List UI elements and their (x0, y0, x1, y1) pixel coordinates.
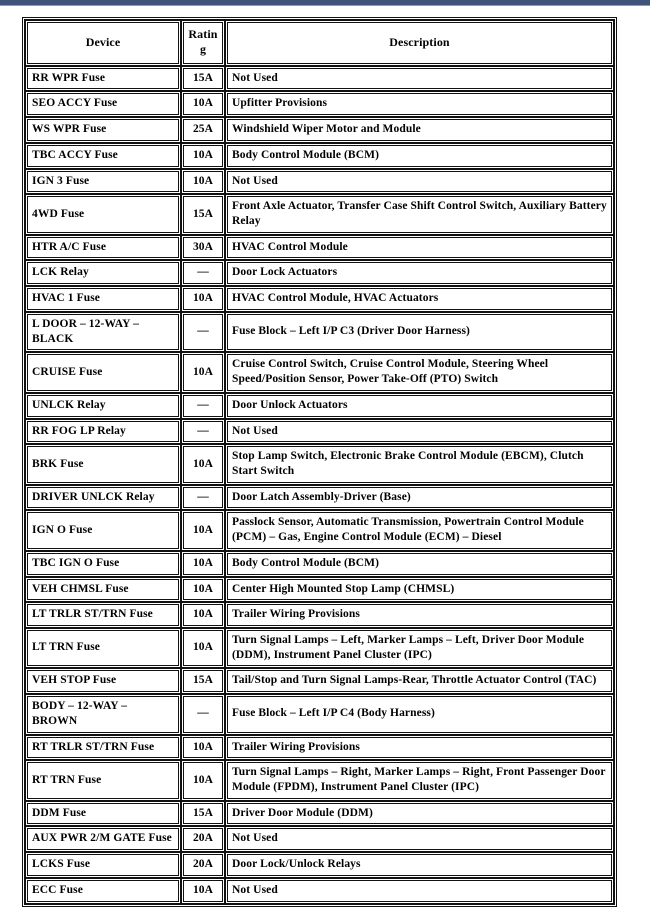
table-row (25, 694, 614, 734)
cell-description: Front Axle Actuator, Transfer Case Shift Control Switch, Auxiliary Battery Relay (225, 194, 614, 234)
cell-description: Door Lock/Unlock Relays (225, 852, 614, 878)
cell-description: Trailer Wiring Provisions (225, 602, 614, 628)
cell-rating: 20A (181, 826, 225, 852)
cell-device: RT TRLR ST/TRN Fuse (25, 735, 181, 761)
cell-device: ECC Fuse (25, 878, 181, 904)
cell-device: BODY – 12-WAY – BROWN (25, 694, 181, 734)
cell-rating: 15A (181, 66, 225, 92)
table-row (25, 485, 614, 511)
cell-rating: 10A (181, 169, 225, 195)
cell-rating: 10A (181, 628, 225, 668)
cell-description: Stop Lamp Switch, Electronic Brake Control Module (EBCM), Clutch Start Switch (225, 444, 614, 484)
cell-description: Not Used (225, 66, 614, 92)
cell-device: TBC ACCY Fuse (25, 143, 181, 169)
table-row (25, 602, 614, 628)
cell-device: RR FOG LP Relay (25, 419, 181, 445)
cell-description: HVAC Control Module, HVAC Actuators (225, 286, 614, 312)
cell-rating: 10A (181, 510, 225, 550)
cell-rating: 10A (181, 551, 225, 577)
table-row (25, 194, 614, 234)
cell-rating: 30A (181, 235, 225, 261)
fuse-block-table (22, 17, 617, 907)
cell-device: DRIVER UNLCK Relay (25, 485, 181, 511)
cell-rating: 10A (181, 143, 225, 169)
column-header-description: Description (225, 20, 614, 66)
table-row (25, 510, 614, 550)
cell-device: IGN 3 Fuse (25, 169, 181, 195)
table-row (25, 143, 614, 169)
cell-rating: 10A (181, 602, 225, 628)
cell-rating: — (181, 419, 225, 445)
table-row (25, 801, 614, 827)
cell-description: Body Control Module (BCM) (225, 143, 614, 169)
table-row (25, 91, 614, 117)
cell-description: Fuse Block – Left I/P C4 (Body Harness) (225, 694, 614, 734)
cell-description: Cruise Control Switch, Cruise Control Module, Steering Wheel Speed/Position Sensor, Power Take-Off (PTO) Switch (225, 352, 614, 392)
table-row (25, 577, 614, 603)
cell-description: Not Used (225, 878, 614, 904)
table-row (25, 260, 614, 286)
cell-device: LT TRN Fuse (25, 628, 181, 668)
table-row (25, 444, 614, 484)
table-row (25, 66, 614, 92)
top-accent-bar (0, 0, 650, 6)
cell-description: Windshield Wiper Motor and Module (225, 117, 614, 143)
cell-rating: 10A (181, 878, 225, 904)
cell-rating: — (181, 393, 225, 419)
cell-device: SEO ACCY Fuse (25, 91, 181, 117)
cell-description: Turn Signal Lamps – Right, Marker Lamps – Right, Front Passenger Door Module (FPDM), Instrument Panel Cluster (IPC) (225, 760, 614, 800)
cell-device: DDM Fuse (25, 801, 181, 827)
cell-rating: 10A (181, 286, 225, 312)
column-header-rating: Rating (181, 20, 225, 66)
table-row (25, 760, 614, 800)
cell-description: Door Lock Actuators (225, 260, 614, 286)
cell-rating: 10A (181, 760, 225, 800)
cell-rating: 25A (181, 117, 225, 143)
cell-rating: 15A (181, 668, 225, 694)
cell-device: RT TRN Fuse (25, 760, 181, 800)
cell-device: HVAC 1 Fuse (25, 286, 181, 312)
cell-description: Fuse Block – Left I/P C3 (Driver Door Harness) (225, 312, 614, 352)
cell-description: HVAC Control Module (225, 235, 614, 261)
cell-rating: 15A (181, 801, 225, 827)
cell-rating: 10A (181, 352, 225, 392)
cell-description: Center High Mounted Stop Lamp (CHMSL) (225, 577, 614, 603)
cell-rating: — (181, 694, 225, 734)
cell-device: VEH STOP Fuse (25, 668, 181, 694)
cell-device: BRK Fuse (25, 444, 181, 484)
cell-device: TBC IGN O Fuse (25, 551, 181, 577)
cell-device: AUX PWR 2/M GATE Fuse (25, 826, 181, 852)
cell-device: LT TRLR ST/TRN Fuse (25, 602, 181, 628)
table-row (25, 117, 614, 143)
table-row (25, 235, 614, 261)
cell-rating: — (181, 485, 225, 511)
cell-rating: 10A (181, 735, 225, 761)
cell-description: Door Unlock Actuators (225, 393, 614, 419)
cell-rating: 15A (181, 194, 225, 234)
table-row (25, 169, 614, 195)
table-row (25, 286, 614, 312)
table-row (25, 551, 614, 577)
cell-device: CRUISE Fuse (25, 352, 181, 392)
cell-description: Driver Door Module (DDM) (225, 801, 614, 827)
table-row (25, 735, 614, 761)
cell-rating: 10A (181, 577, 225, 603)
table-header (25, 20, 614, 66)
table-row (25, 312, 614, 352)
cell-device: LCKS Fuse (25, 852, 181, 878)
table-body (25, 66, 614, 904)
cell-device: HTR A/C Fuse (25, 235, 181, 261)
table-row (25, 668, 614, 694)
cell-description: Not Used (225, 169, 614, 195)
cell-rating: — (181, 260, 225, 286)
cell-description: Not Used (225, 826, 614, 852)
cell-device: IGN O Fuse (25, 510, 181, 550)
cell-rating: 10A (181, 91, 225, 117)
table-row (25, 878, 614, 904)
cell-description: Trailer Wiring Provisions (225, 735, 614, 761)
cell-description: Passlock Sensor, Automatic Transmission, Powertrain Control Module (PCM) – Gas, Engine Control Module (ECM) – Diesel (225, 510, 614, 550)
table-row (25, 852, 614, 878)
cell-device: 4WD Fuse (25, 194, 181, 234)
table-row (25, 352, 614, 392)
cell-rating: 10A (181, 444, 225, 484)
fuse-table-container (22, 17, 617, 907)
cell-description: Not Used (225, 419, 614, 445)
cell-description: Upfitter Provisions (225, 91, 614, 117)
cell-device: UNLCK Relay (25, 393, 181, 419)
cell-device: VEH CHMSL Fuse (25, 577, 181, 603)
cell-description: Door Latch Assembly-Driver (Base) (225, 485, 614, 511)
cell-device: WS WPR Fuse (25, 117, 181, 143)
column-header-device: Device (25, 20, 181, 66)
cell-description: Tail/Stop and Turn Signal Lamps-Rear, Throttle Actuator Control (TAC) (225, 668, 614, 694)
table-row (25, 419, 614, 445)
cell-device: RR WPR Fuse (25, 66, 181, 92)
table-row (25, 393, 614, 419)
table-row (25, 826, 614, 852)
table-header-row (25, 20, 614, 66)
cell-rating: 20A (181, 852, 225, 878)
cell-rating: — (181, 312, 225, 352)
cell-description: Body Control Module (BCM) (225, 551, 614, 577)
cell-description: Turn Signal Lamps – Left, Marker Lamps – Left, Driver Door Module (DDM), Instrument Panel Cluster (IPC) (225, 628, 614, 668)
cell-device: LCK Relay (25, 260, 181, 286)
table-row (25, 628, 614, 668)
cell-device: L DOOR – 12-WAY – BLACK (25, 312, 181, 352)
